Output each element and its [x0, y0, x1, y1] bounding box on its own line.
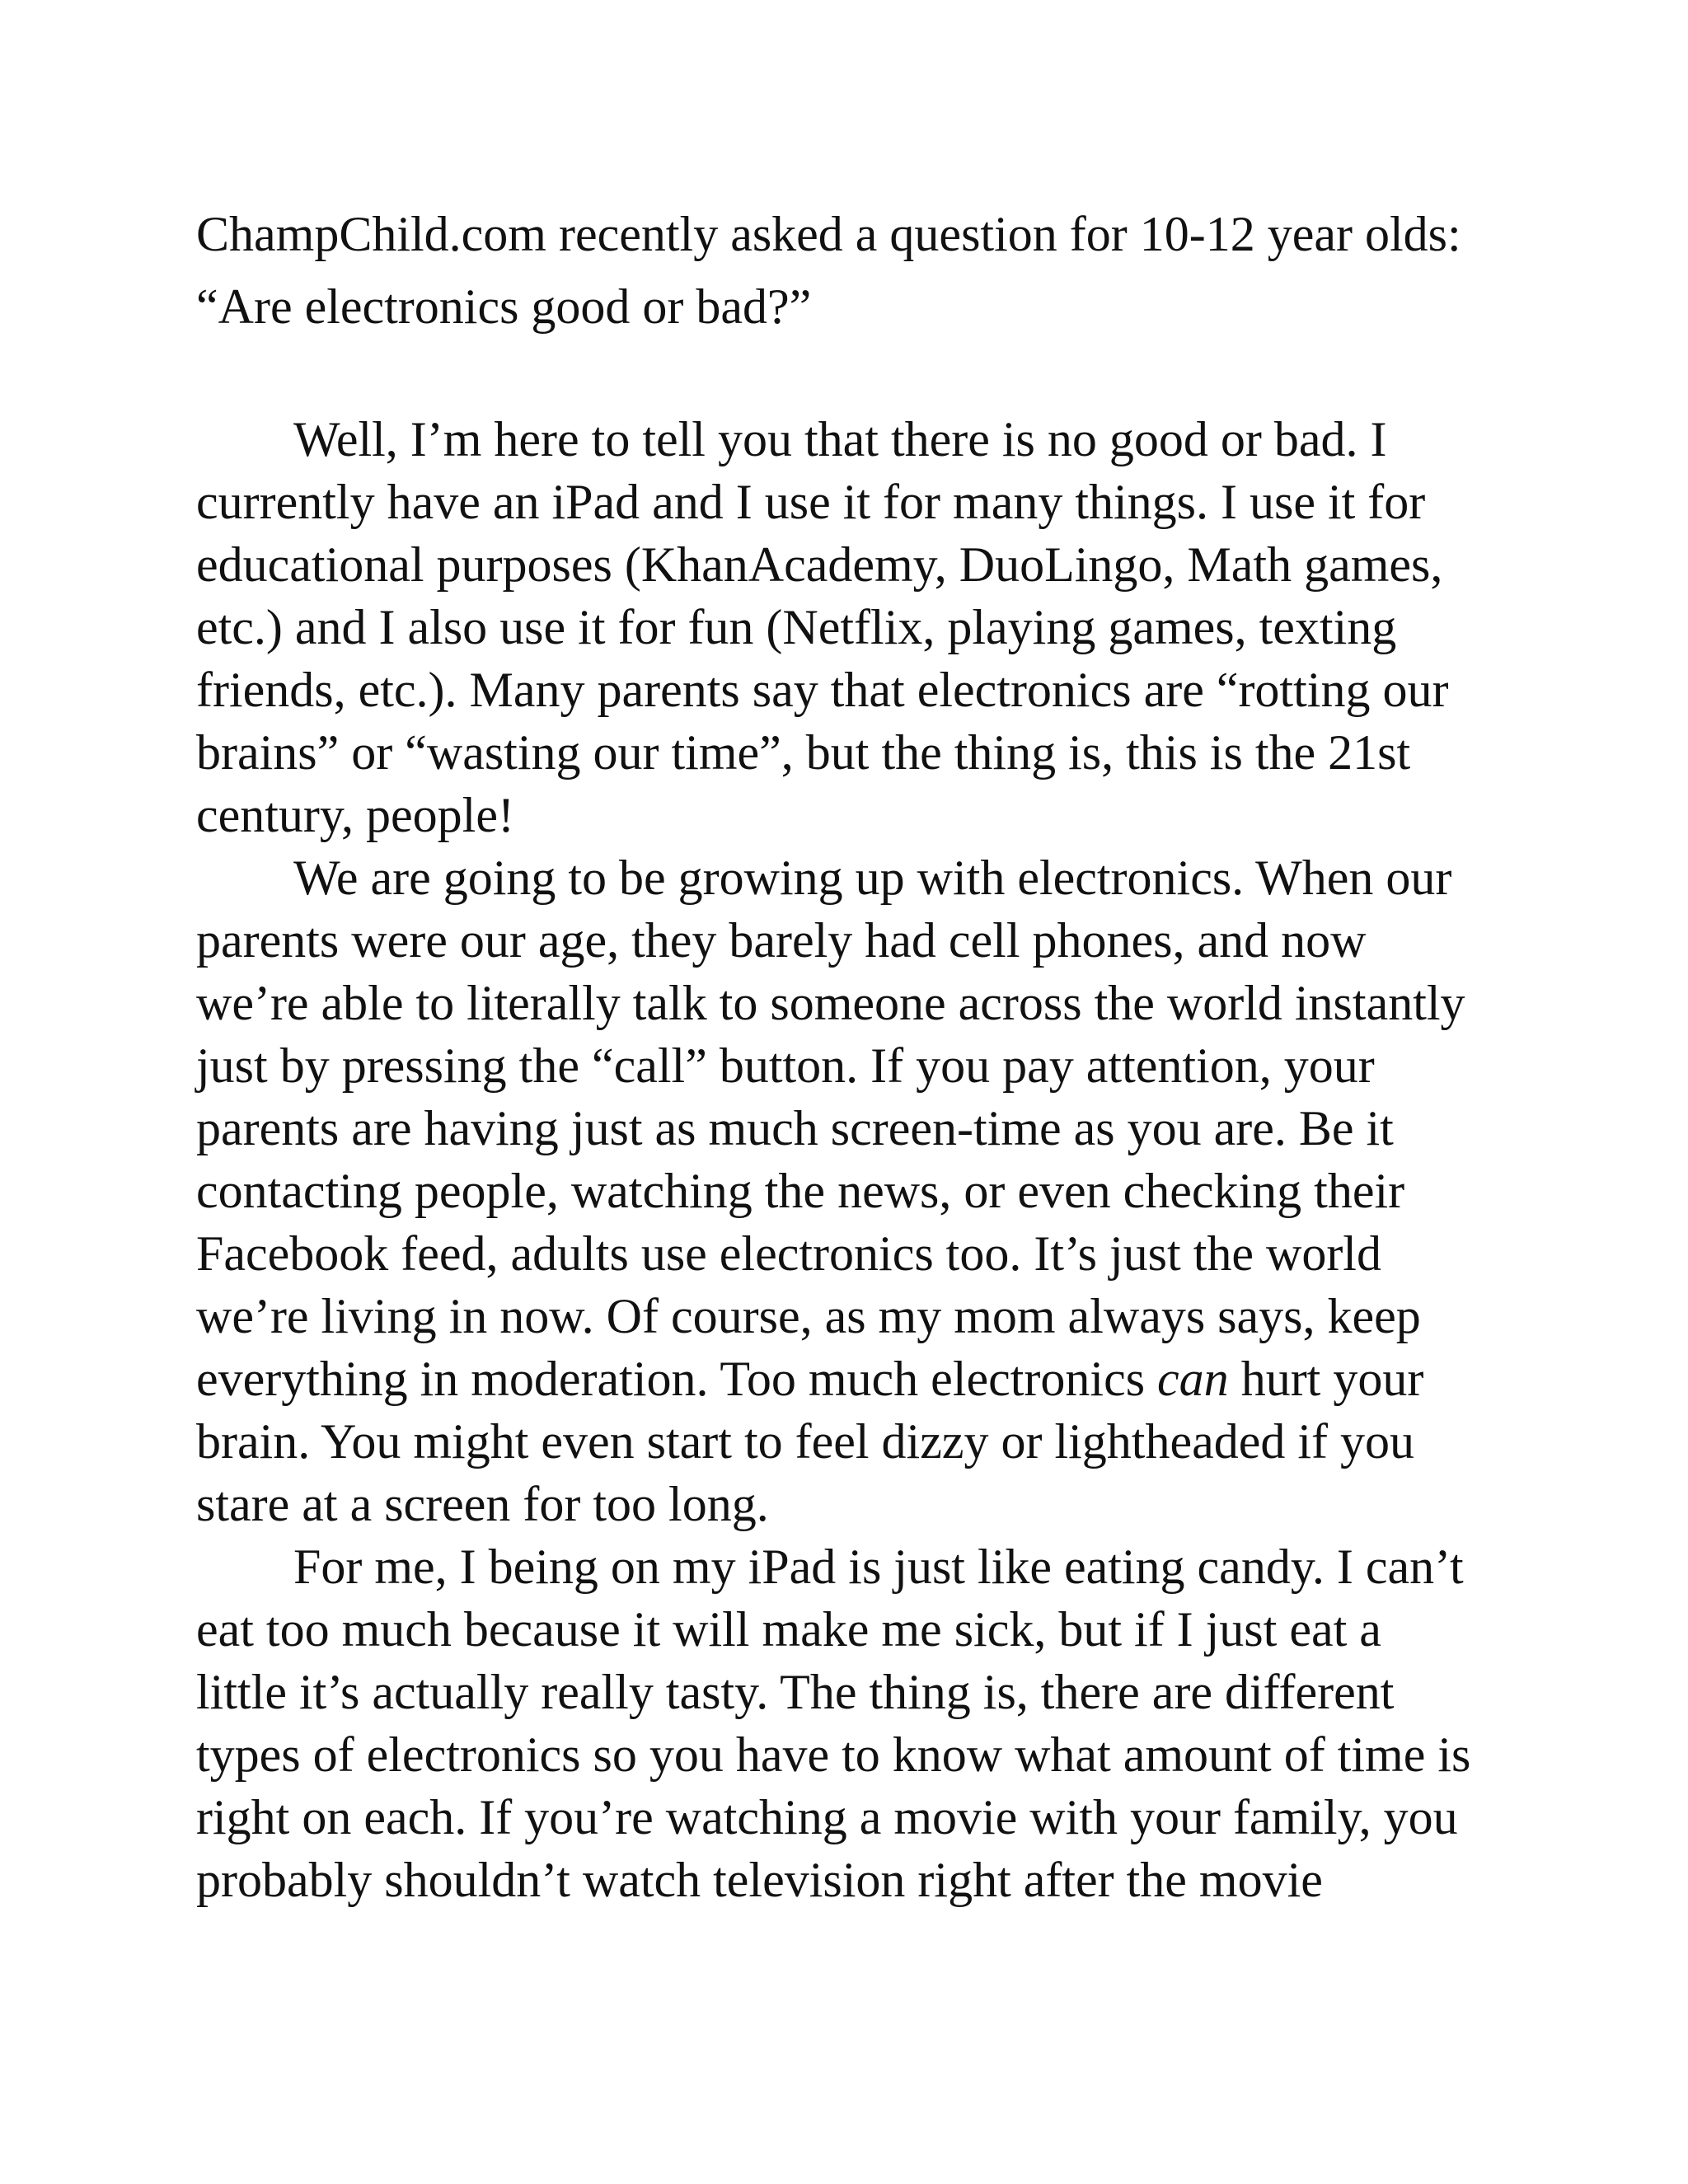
moderation-text-before: everything in moderation. Too much electronics [196, 1352, 1158, 1406]
paragraph-3-line: little it’s actually really tasty. The thing is, there are different [196, 1665, 1395, 1719]
paragraph-2-line: we’re able to literally talk to someone across the world instantly [196, 976, 1465, 1030]
essay-body [196, 408, 1490, 1911]
paragraph-1-line: brains” or “wasting our time”, but the thing is, this is the 21st [196, 725, 1411, 780]
paragraph-2-line: parents are having just as much screen-time as you are. Be it [196, 1101, 1394, 1155]
intro-line: ChampChild.com recently asked a question for 10-12 year olds: [196, 207, 1461, 261]
paragraph-1-line: century, people! [196, 788, 514, 842]
paragraph-3-line: For me, I being on my iPad is just like eating candy. I can’t [293, 1540, 1464, 1594]
paragraph-2-line: stare at a screen for too long. [196, 1477, 769, 1531]
emphasis-word: can [1157, 1352, 1229, 1406]
paragraph-2-line: contacting people, watching the news, or even checking their [196, 1164, 1405, 1218]
paragraph-3-line: right on each. If you’re watching a movie with your family, you [196, 1790, 1458, 1844]
paragraph-2-line: we’re living in now. Of course, as my mom always says, keep [196, 1289, 1421, 1343]
intro-question [196, 198, 1490, 343]
paragraph-2-line: parents were our age, they barely had cell phones, and now [196, 913, 1367, 968]
paragraph-1-line: Well, I’m here to tell you that there is no good or bad. I [293, 412, 1387, 466]
paragraph-3-line: types of electronics so you have to know what amount of time is [196, 1727, 1471, 1782]
paragraph-3-line: probably shouldn’t watch television right after the movie [196, 1853, 1323, 1907]
paragraph-1-line: educational purposes (KhanAcademy, DuoLingo, Math games, [196, 537, 1443, 592]
moderation-text-after: hurt your [1228, 1352, 1424, 1406]
paragraph-1-line: friends, etc.). Many parents say that electronics are “rotting our [196, 663, 1449, 717]
paragraph-3-line: eat too much because it will make me sick, but if I just eat a [196, 1602, 1381, 1657]
paragraph-2-line: just by pressing the “call” button. If you pay attention, your [196, 1038, 1375, 1093]
intro-line: “Are electronics good or bad?” [196, 279, 812, 334]
paragraph-2-line: brain. You might even start to feel dizzy or lightheaded if you [196, 1414, 1414, 1469]
paragraph-1-line: currently have an iPad and I use it for many things. I use it for [196, 475, 1426, 529]
moderation-line [196, 1347, 1490, 1410]
paragraph-2-line: Facebook feed, adults use electronics too. It’s just the world [196, 1226, 1381, 1281]
paragraph-1-line: etc.) and I also use it for fun (Netflix, playing games, texting [196, 600, 1397, 654]
paragraph-2-line: We are going to be growing up with electronics. When our [293, 851, 1452, 905]
